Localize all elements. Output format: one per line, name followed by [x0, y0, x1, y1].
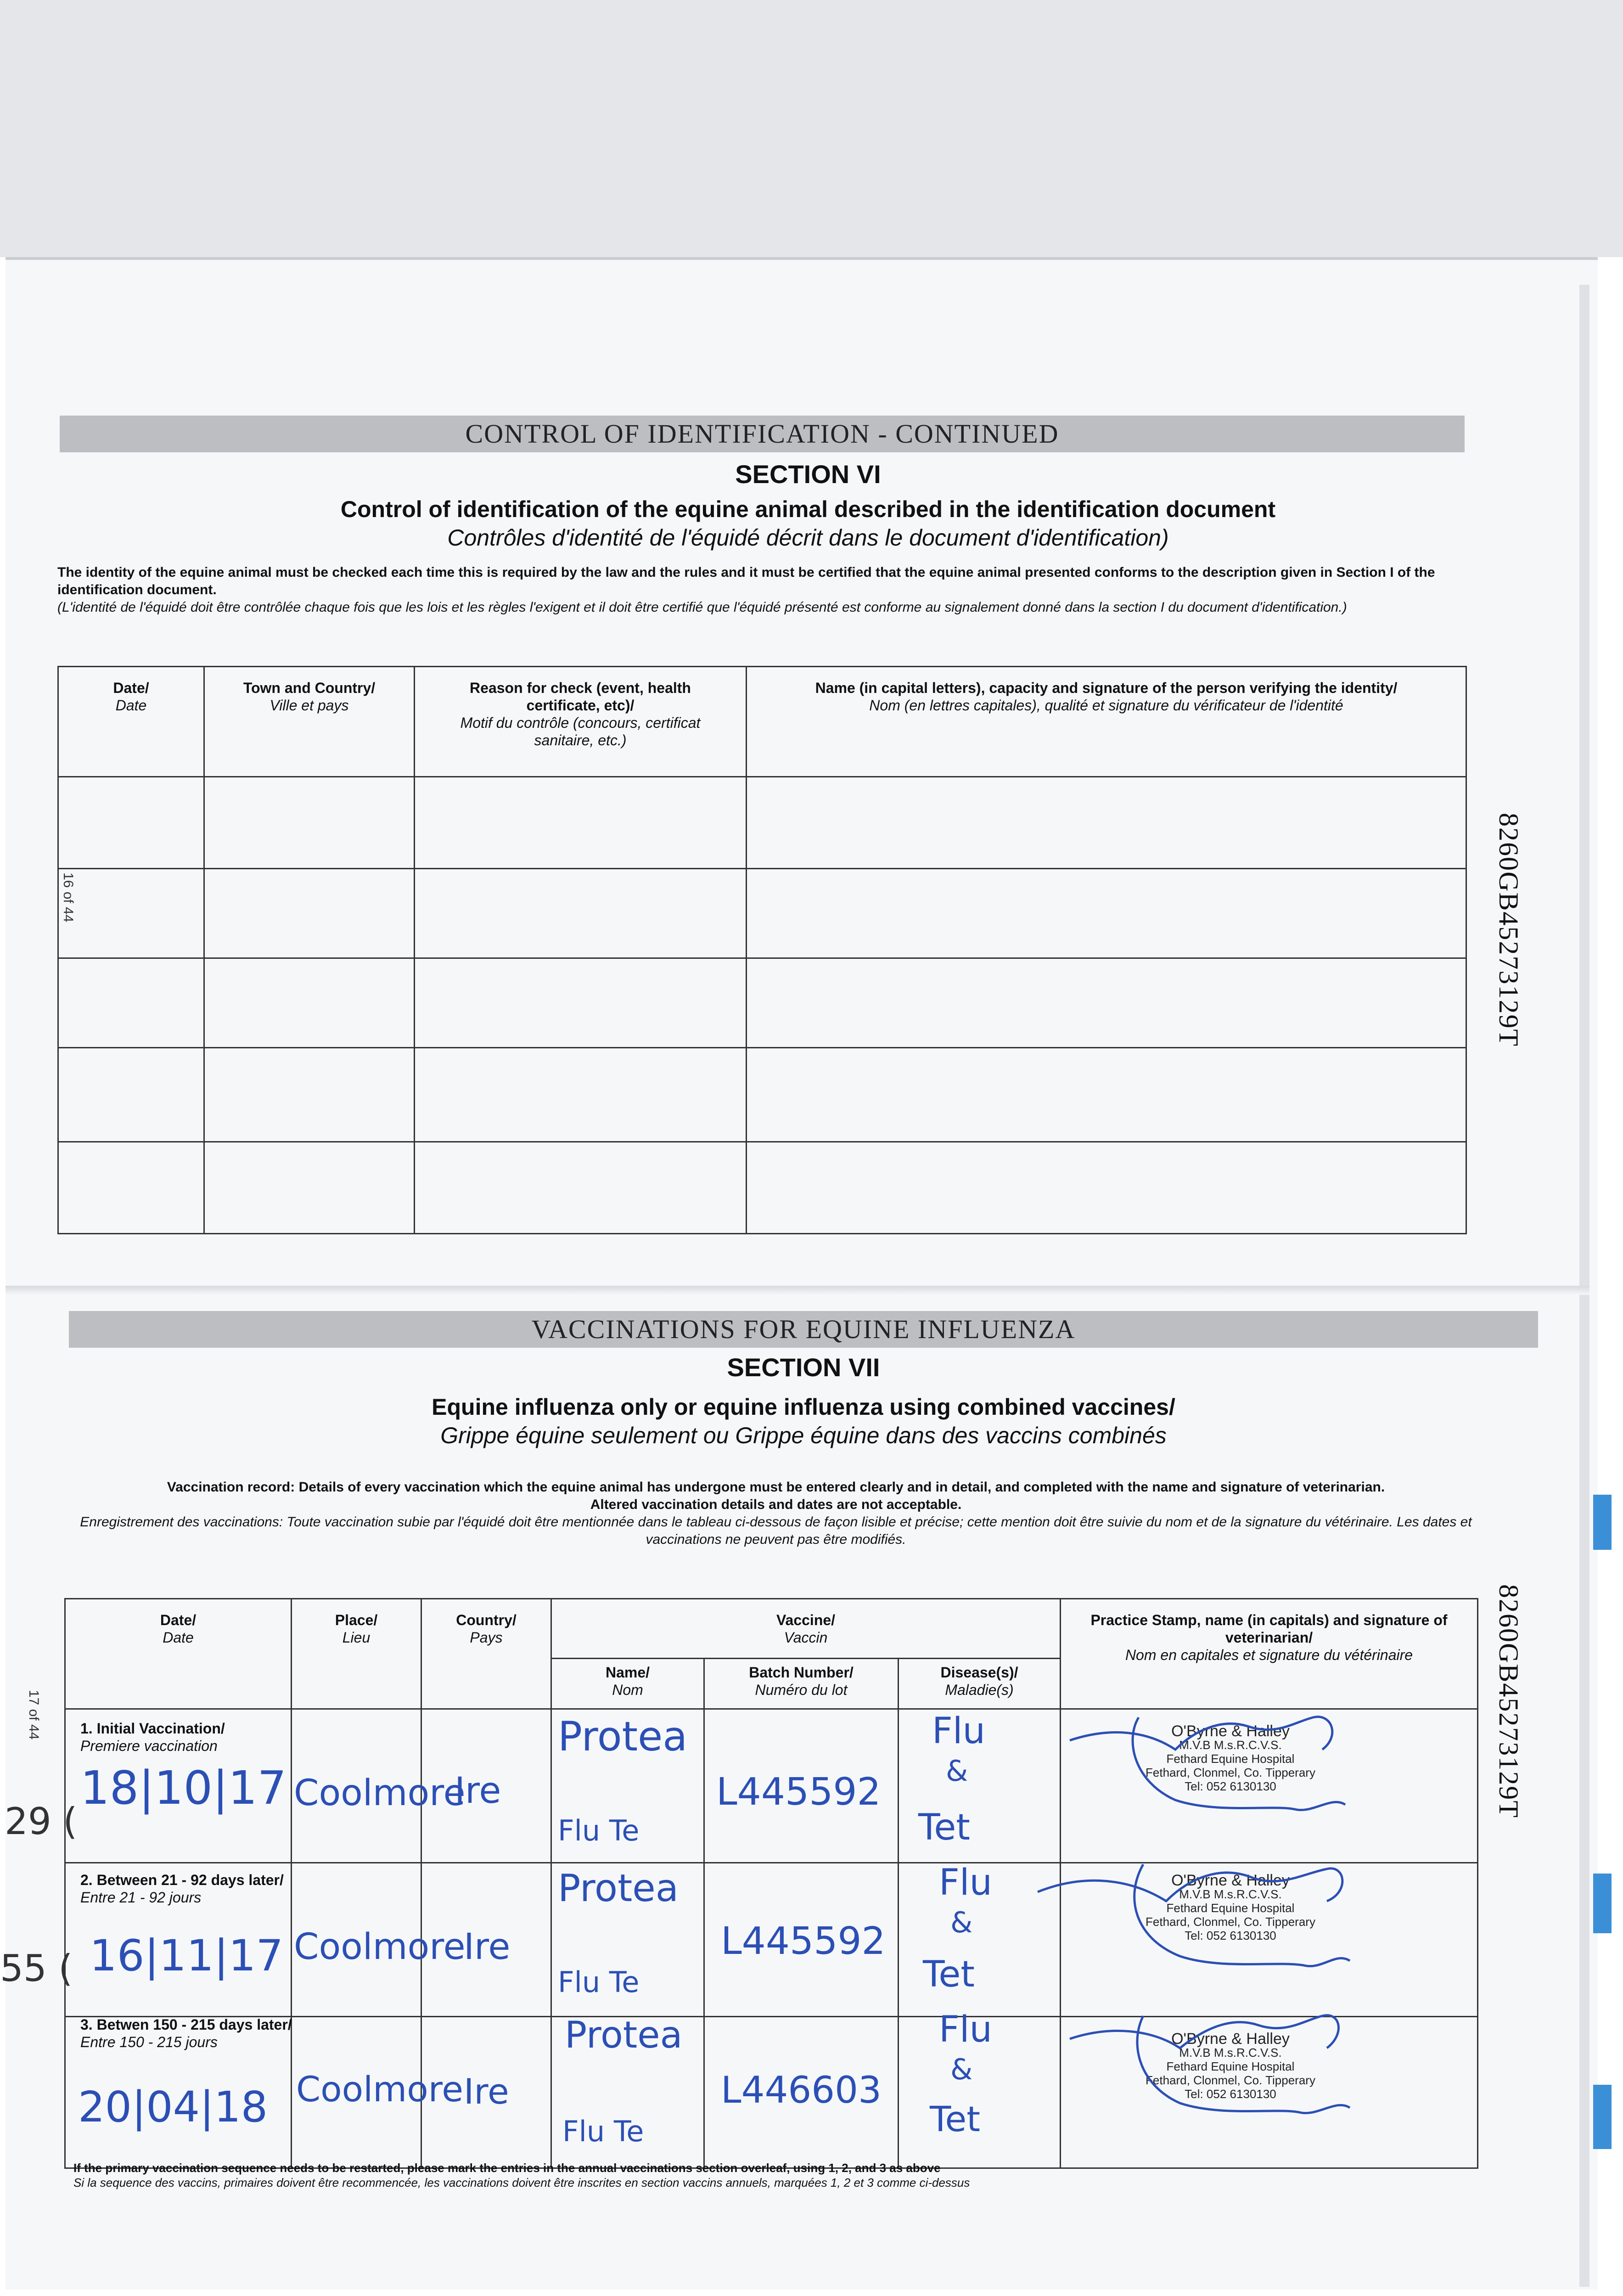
- cell-date[interactable]: [58, 958, 204, 1048]
- col-header-place: Place/ Lieu: [335, 1612, 378, 1646]
- section6-intro: [57, 564, 1444, 616]
- cell-town[interactable]: [204, 869, 415, 958]
- col-header-verifier: Name (in capital letters), capacity and signature of the person verifying the identity/ Nom (en lettres capitales), qualité et signature du vérificateur de l'identité: [815, 680, 1398, 714]
- table-row: [58, 958, 1466, 1048]
- section7-heading-en: Equine influenza only or equine influenza using combined vaccines/: [432, 1394, 1175, 1420]
- row3-batch: L446603: [721, 2069, 882, 2111]
- section7-footnote: [73, 2161, 1451, 2190]
- row3-date: 20|04|18: [78, 2082, 268, 2132]
- table-row: [58, 1048, 1466, 1142]
- section7-band: VACCINATIONS FOR EQUINE INFLUENZA: [69, 1311, 1538, 1348]
- row2-place: Coolmore: [294, 1926, 466, 1968]
- row1-vaccine-name: Protea: [558, 1713, 688, 1760]
- row2-signature: [1028, 1846, 1359, 1993]
- cell-verifier[interactable]: [747, 1048, 1466, 1142]
- cell-date[interactable]: [58, 1142, 204, 1234]
- tab-marker: [1593, 1495, 1612, 1550]
- cell-verifier[interactable]: [747, 869, 1466, 958]
- cell-reason[interactable]: [415, 1048, 747, 1142]
- row1-disease-1: Flu: [932, 1711, 985, 1752]
- margin-note-1: 29 (: [5, 1800, 78, 1843]
- footnote-en: If the primary vaccination sequence needs to be restarted, please mark the entries in the annual vaccinations section overleaf, using 1, 2, and 3 as above: [73, 2161, 941, 2175]
- table-row: [58, 1142, 1466, 1234]
- cell-date[interactable]: [58, 777, 204, 869]
- row1-label: 1. Initial Vaccination/ Premiere vaccination: [80, 1720, 225, 1754]
- col-header-reason: Reason for check (event, health certificate, etc)/ Motif du contrôle (concours, certificat sanitaire, etc.): [460, 680, 701, 748]
- row3-place: Coolmore: [296, 2069, 464, 2110]
- section6-heading-en: Control of identification of the equine animal described in the identification document: [340, 496, 1276, 522]
- footnote-fr: Si la sequence des vaccins, primaires doivent être recommencée, les vaccinations doivent être inscrites en section vaccins annuels, marquées 1, 2 et 3 comme ci-dessus: [73, 2176, 970, 2189]
- tab-marker: [1593, 1874, 1612, 1933]
- row2-vet-stamp: O'Byrne & Halley M.V.B M.s.R.C.V.S. Fethard Equine Hospital Fethard, Clonmel, Co. Tipperary Tel: 052 6130130: [1146, 1872, 1315, 1942]
- section7-intro-fr: Enregistrement des vaccinations: Toute vaccination subie par l'équidé doit être mentionnée dans le tableau ci-dessous de façon lisible et précise; cette mention doit être suivie du nom et de la signature du vétérinaire. Les dates et vaccinations ne peuvent pas être modifiés.: [80, 1514, 1472, 1547]
- row1-disease-2: &: [946, 1754, 968, 1788]
- row3-label: 3. Betwen 150 - 215 days later/ Entre 150 - 215 jours: [80, 2016, 292, 2050]
- cell-town[interactable]: [204, 1142, 415, 1234]
- col-header-disease: Disease(s)/ Maladie(s): [940, 1664, 1018, 1698]
- cell-reason[interactable]: [415, 869, 747, 958]
- row3-disease-2: &: [950, 2053, 973, 2086]
- col-header-batch: Batch Number/ Numéro du lot: [749, 1664, 854, 1698]
- row2-vaccine-name-2: Flu Te: [558, 1965, 640, 1999]
- cell-verifier[interactable]: [747, 1142, 1466, 1234]
- row3-vaccine-name-2: Flu Te: [562, 2115, 644, 2148]
- cell-verifier[interactable]: [747, 777, 1466, 869]
- col-header-name: Name/ Nom: [605, 1664, 650, 1698]
- row1-place: Coolmore: [294, 1773, 466, 1814]
- row2-country: Ire: [464, 1926, 511, 1968]
- row2-disease-3: Tet: [923, 1954, 975, 1995]
- cell-verifier[interactable]: [747, 958, 1466, 1048]
- section6-band: CONTROL OF IDENTIFICATION - CONTINUED: [60, 416, 1465, 452]
- section6-intro-fr: (L'identité de l'équidé doit être contrôlée chaque fois que les lois et les règles l'exigent et il doit être certifié que l'équidé présenté est conforme au signalement donné dans la section I du document d'identification.): [57, 600, 1347, 615]
- col-header-country: Country/ Pays: [456, 1612, 517, 1646]
- row1-batch: L445592: [716, 1770, 881, 1814]
- tab-marker: [1593, 2085, 1612, 2149]
- page-number-lower: 17 of 44: [26, 1690, 41, 1740]
- section7-label: SECTION VII: [727, 1353, 880, 1382]
- row3-vaccine-name: Protea: [565, 2014, 683, 2056]
- row3-disease-3: Tet: [930, 2099, 981, 2139]
- row2-label: 2. Between 21 - 92 days later/ Entre 21 - 92 jours: [80, 1872, 284, 1906]
- cell-reason[interactable]: [415, 1142, 747, 1234]
- table-row: [58, 869, 1466, 958]
- page-number-upper: 16 of 44: [61, 872, 76, 923]
- row2-batch: L445592: [721, 1919, 886, 1963]
- page-fold: [6, 1286, 1589, 1295]
- row2-vaccine-name: Protea: [558, 1867, 679, 1910]
- cell-town[interactable]: [204, 1048, 415, 1142]
- section7-intro-en-2: Altered vaccination details and dates are not acceptable.: [590, 1497, 962, 1512]
- row3-country: Ire: [464, 2071, 509, 2112]
- row3-disease-1: Flu: [939, 2009, 992, 2050]
- row2-disease-2: &: [950, 1906, 973, 1939]
- scan-background: [0, 0, 1623, 257]
- row2-date: 16|11|17: [90, 1931, 284, 1981]
- row1-vaccine-name-2: Flu Te: [558, 1814, 640, 1847]
- col-header-town: Town and Country/ Ville et pays: [243, 680, 376, 714]
- section7-intro-en-1: Vaccination record: Details of every vaccination which the equine animal has undergone must be entered clearly and in detail, and completed with the name and signature of veterinarian.: [167, 1480, 1385, 1495]
- row3-signature: [1056, 1993, 1359, 2140]
- cell-date[interactable]: [58, 1048, 204, 1142]
- row1-vet-stamp: O'Byrne & Halley M.V.B M.s.R.C.V.S. Fethard Equine Hospital Fethard, Clonmel, Co. Tipperary Tel: 052 6130130: [1146, 1722, 1315, 1793]
- cell-town[interactable]: [204, 777, 415, 869]
- row1-disease-3: Tet: [918, 1807, 970, 1848]
- section6-label: SECTION VI: [735, 460, 881, 489]
- row1-signature: [1056, 1699, 1359, 1837]
- table-row: [58, 777, 1466, 869]
- section7-intro: [73, 1479, 1478, 1548]
- col-header-date: Date/ Date: [113, 680, 149, 714]
- col-header-vaccine: Vaccine/ Vaccin: [776, 1612, 836, 1646]
- section6-heading-fr: Contrôles d'identité de l'équidé décrit dans le document d'identification): [447, 525, 1169, 551]
- cell-reason[interactable]: [415, 777, 747, 869]
- row2-disease-1: Flu: [939, 1862, 992, 1903]
- cell-date[interactable]: [58, 869, 204, 958]
- row3-vet-stamp: O'Byrne & Halley M.V.B M.s.R.C.V.S. Fethard Equine Hospital Fethard, Clonmel, Co. Tipperary Tel: 052 6130130: [1146, 2030, 1315, 2101]
- col-header-date: Date/ Date: [160, 1612, 197, 1646]
- row1-country: Ire: [455, 1770, 501, 1812]
- document-code-upper: 8260GB45273129T: [1494, 813, 1524, 1047]
- section7-heading-fr: Grippe équine seulement ou Grippe équine dans des vaccins combinés: [440, 1423, 1167, 1448]
- cell-town[interactable]: [204, 958, 415, 1048]
- row1-date: 18|10|17: [80, 1761, 287, 1815]
- document-code-lower: 8260GB45273129T: [1494, 1584, 1524, 1818]
- section6-intro-en: The identity of the equine animal must be checked each time this is required by the law and the rules and it must be certified that the equine animal presented conforms to the description given in Section I of the identification document.: [57, 565, 1435, 597]
- cell-reason[interactable]: [415, 958, 747, 1048]
- margin-note-2: 55 (: [0, 1947, 73, 1990]
- col-header-stamp: Practice Stamp, name (in capitals) and signature of veterinarian/ Nom en capitales et signature du vétérinaire: [1090, 1612, 1448, 1663]
- identity-check-table: [57, 666, 1467, 1234]
